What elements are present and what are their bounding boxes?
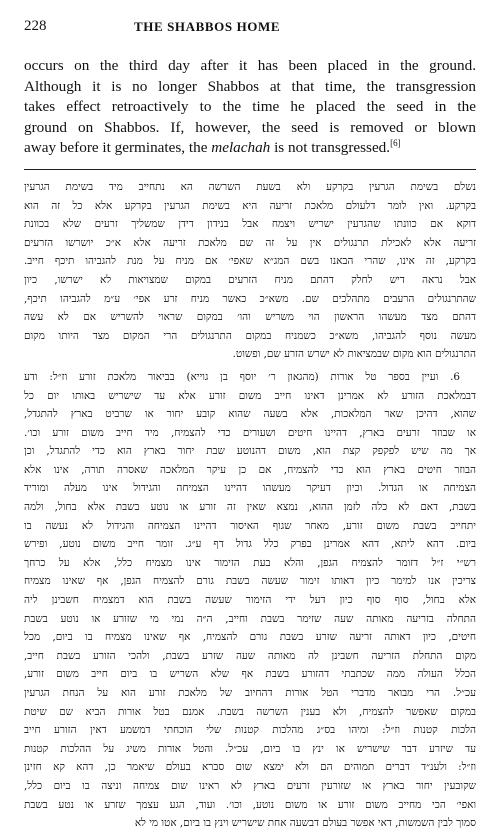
body-line: takes effect retroactively to the time he placed the seed in the (24, 98, 476, 116)
body-text-segment: away before it germinates, the (24, 139, 212, 157)
book-page (24, 18, 476, 833)
footnote-separator (24, 169, 476, 170)
footnote-line: מעשה נוסף להגביהו, משא״כ כשמניח במקום התרנגולים הרי המקום מצד היותו מקום (24, 329, 476, 342)
footnote-line: בקרקע. ואין לומר דלעולם מלאכת זריעה היא בשימת הגרעין בקרקע אלא כל זה הוא (24, 199, 476, 212)
footnote-line: זריעה אלא לאכילת תרנגולים אין על זה שם מלאכת זריעה אלא א״כ יושרשו הזרעים (24, 236, 476, 249)
footnote-line: דבמלאכת הזורע לא אמרינן דאינו חייב משום זורע אלא עד שישריש באותו יום כל (24, 389, 476, 402)
body-line: ground on Shabbos. If, however, the seed is removed or blown (24, 118, 476, 136)
footnote-line: בקרקע, זה אינו, שהרי הבאנו בשם המג״א שאפי׳ אם מניח על מנת להגביהו תיכף חייב. (24, 255, 476, 268)
footnote-line: דוקא אם כוונתו שהגרעין ישריש ויצמח אבל בנידון דידן שמשליך זרעים שלא בכוונת (24, 218, 476, 231)
footnote-line: או שבוזר זרעים בארץ, דהיינו חיטים ושעורים כדי להצמיח, מיד חייב משום זורע וכו׳. (24, 426, 476, 439)
footnote-6 (24, 368, 476, 833)
footnotes-section (24, 178, 476, 833)
footnote-line: צריכין אנו למימר כיון דאותו זימור שעשה בשבת גורם להצמיח הגפן, אף שאינו מצמיח (24, 575, 476, 588)
footnote-line: התרנגולים הוא מקום שבמציאות לא ישרש הזרע שם, ופשוט. (232, 348, 476, 361)
footnote-line: דהתם מצד מעשהו הראשון הוי משריש והו׳ במקום שראוי להשריש אם לא עשה (24, 311, 476, 324)
footnote-line: הלכות קטנות וז״ל: ומיהו בס״ג מהלכות קטנות שלי הוכחתי דמשמע דאין הזורע חייב (24, 724, 476, 737)
footnote-line: סמוך לבין השמשות, דאי אפשר בעולם דבשעה אחת שישריש וינץ בו ביום, אטו מי לא (134, 817, 476, 830)
main-paragraph (24, 56, 476, 159)
body-line: Although it is no longer Shabbos at that time, the transgression (24, 77, 476, 95)
running-title: THE SHABBOS HOME (134, 19, 281, 34)
body-text-segment: is not transgressed. (270, 139, 391, 157)
footnote-line: עד שיזרע דבר שישריש או ינץ בו ביום, עכ״ל. והטל אורות משיג על ההלכות קטנות (24, 742, 476, 755)
footnote-line: עכ״ל. הרי מבואר מדברי הטל אורות דהחיוב של מלאכת זורע הוא על הנחת הגרעין (24, 687, 476, 699)
footnote-line: נשלם בשימת הגרעין בקרקע ולא בשעת השרשה הא נתחייב מיד בשימת הגרעין (24, 180, 476, 193)
footnote-line: 6. ועיין בספר טל אורות (מהגאון ר׳ יוסף בן גוייא) בביאור מלאכת זורע וז״ל: ודע (24, 370, 460, 383)
footnote-line: שהוא, דהיכן שאר המלאכות, אלא בשעה שהוא קובע יחור או שרביט בארץ להתגדל, (24, 408, 476, 421)
footnote-line: ואפי׳ הכי מחייב משום זורע או משום נוטע, וכו׳. ועוד, הגע עצמך שזרע או נטע בשבת (24, 798, 476, 811)
footnote-line: מקום התחלת הזריעה חשבינן לה מאותה שעה שזרע בשבת, ולהכי הזורע בשבת חייב, (24, 649, 476, 662)
body-line-last (24, 138, 476, 159)
body-line: occurs on the third day after it has been placed in the ground. (24, 57, 476, 74)
page-header (24, 18, 476, 38)
footnote-line: הבוזר חיטים בארץ הוא כדי להצמיח, אם כן עיקר המלאכה שאסרה תורה, אינו אלא (24, 463, 476, 476)
footnote-line: יתחייב בשבת משום זורע, מאחר שגוף האיסור דהיינו הצמיחה והגידול לא נעשה בו (24, 519, 476, 532)
footnote-line: שקובעין יחור בארץ או שזורעין זרעים בארץ לא ראינו שום צמיחה וניצה בו ביום כלל, (24, 779, 476, 792)
melachah-term: melachah (211, 139, 271, 157)
footnote-line: התחלה בזריעה מאותה שעה שזימר בשבת וחייב, ה״ה נמי מי שזורע או נוטע בשבת (24, 612, 476, 625)
footnote-continued (24, 178, 476, 364)
footnote-line: רש״י ז״ל דזומר להצמיח הגפן, והלא בעת הזימור אינו מצמיח כלל, אלא על כרחך (24, 556, 476, 569)
footnote-line: הצמיחה או הגדול. וכיון דעיקר מעשהו דהיינו הצמיחה והגידול אינו מעלה ומוריד (24, 482, 476, 495)
footnote-marker: [6] (390, 138, 401, 149)
page-number: 228 (24, 18, 47, 34)
footnote-line: שהתרנגולים הרעבים מתהלכים שם. משא״כ כאשר מניח זרע אפי׳ ע״מ להגביהו תיכף, (24, 292, 476, 305)
footnote-line: חיטים, כיון דאותה זריעה שזרע בשבת גורם להצמיח, אף שאינו מצמיח בו ביום, מכל (24, 631, 476, 644)
footnote-line: במקום שאפשר להצמיח, ולא בענין השרשה בשבת. אמנם בטל אורות הביא שם שיטת (24, 705, 476, 718)
footnote-line: אלא בחול, סוף סוף כיון דעל ידי הזימור שעשה בשבת הוא דמצמיח חשבינן ליה (24, 594, 476, 607)
footnote-line: אך מה שיש לפקפק קצת הוא, משום דהנוטע שבת יחור בארץ הוא כדי להתגדל, וכן (24, 445, 476, 458)
footnote-line: ביום. דהא ליתא, דהא אמרינן בפרק כלל גדול דף ע״ג. זומר חייב משום נוטע, ופירש (24, 538, 476, 551)
footnote-line: בשבת, דאם לא כלה לזמן ההוא, נמצא שאין זה זורע או נוטע בשבת אלא בחול, ולמה (24, 501, 476, 514)
footnote-line: וז״ל: ולענ״ד דברים תמוהים הם ולא ימצא שום סברא בעולם שיאמר כן, דהא קא חזינן (24, 761, 476, 774)
footnote-line: אבל נראה דיש לחלק דהתם מניח הזרעים במקום שמצויאות לא ישרשו, כיון (24, 273, 476, 286)
footnote-line: הכלל העולה ממה שכתבתי דהזורע בשבת אף שלא השריש בו ביום חייב משום זורע, (24, 668, 476, 681)
